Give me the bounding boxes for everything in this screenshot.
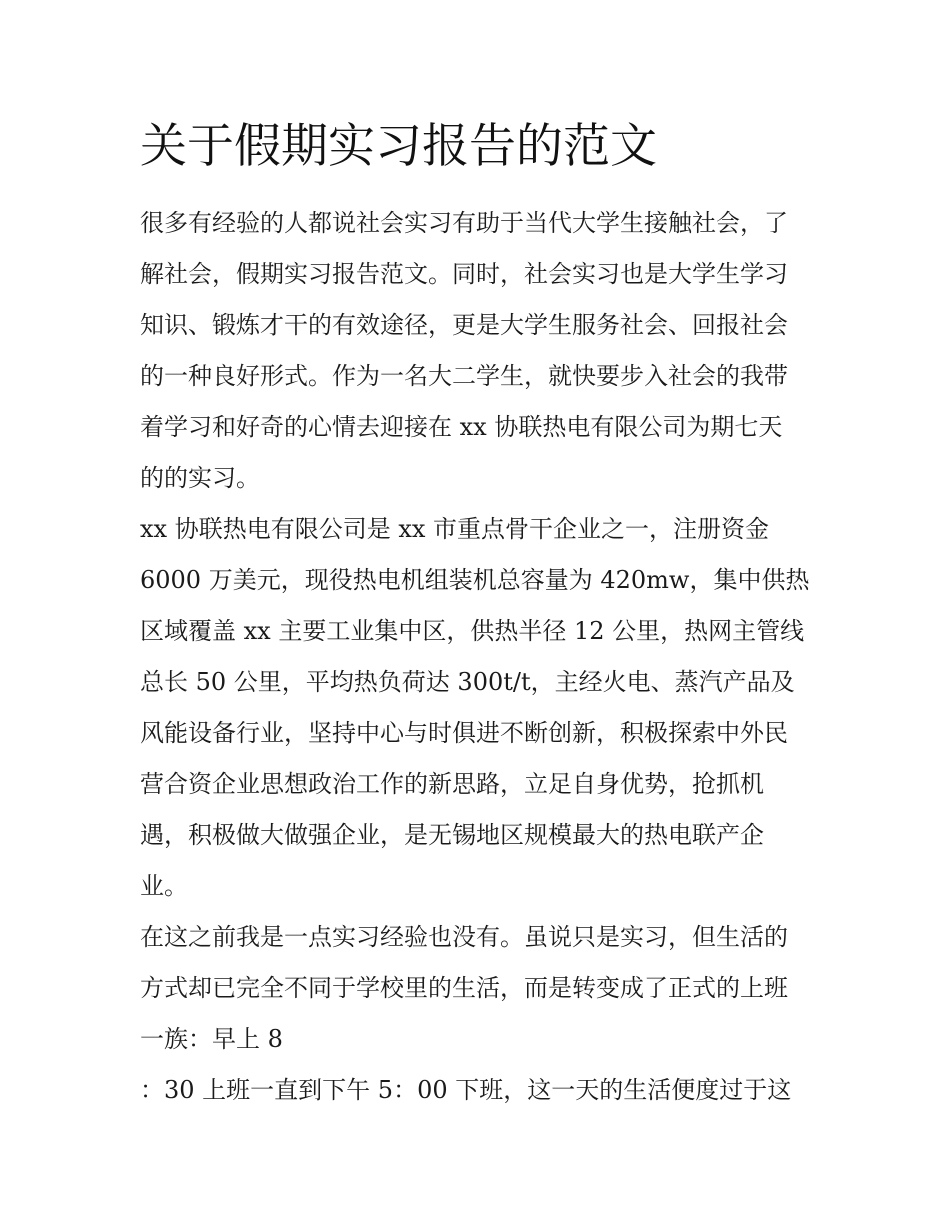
text-line: 一族：早上 8: [140, 1025, 283, 1053]
text-line: 遇，积极做大做强企业，是无锡地区规模最大的热电联产企: [140, 821, 764, 849]
text-line: 知识、锻炼才干的有效途径，更是大学生服务社会、回报社会: [140, 311, 788, 339]
text-line: 总长 50 公里，平均热负荷达 300t/t，主经火电、蒸汽产品及: [140, 668, 795, 696]
text-line: 营合资企业思想政治工作的新思路，立足自身优势，抢抓机: [140, 770, 764, 798]
text-line: ：30 上班一直到下午 5：00 下班，这一天的生活便度过于这: [140, 1076, 792, 1104]
text-line: 6000 万美元，现役热电机组装机总容量为 420mw，集中供热: [140, 566, 810, 594]
text-line: 很多有经验的人都说社会实习有助于当代大学生接触社会，了: [140, 209, 788, 237]
document-title: 关于假期实习报告的范文: [140, 119, 657, 174]
text-line: 风能设备行业，坚持中心与时俱进不断创新，积极探索中外民: [140, 719, 788, 747]
text-line: 方式却已完全不同于学校里的生活，而是转变成了正式的上班: [140, 974, 788, 1002]
text-line: 业。: [140, 872, 188, 900]
document-body: [140, 198, 820, 1116]
text-line: 解社会，假期实习报告范文。同时，社会实习也是大学生学习: [140, 260, 788, 288]
text-line: 的的实习。: [140, 464, 260, 492]
text-line: 在这之前我是一点实习经验也没有。虽说只是实习，但生活的: [140, 923, 788, 951]
text-line: xx 协联热电有限公司是 xx 市重点骨干企业之一，注册资金: [140, 515, 770, 543]
text-line: 的一种良好形式。作为一名大二学生，就快要步入社会的我带: [140, 362, 788, 390]
text-line: 着学习和好奇的心情去迎接在 xx 协联热电有限公司为期七天: [140, 413, 783, 441]
text-line: 区域覆盖 xx 主要工业集中区，供热半径 12 公里，热网主管线: [140, 617, 805, 645]
